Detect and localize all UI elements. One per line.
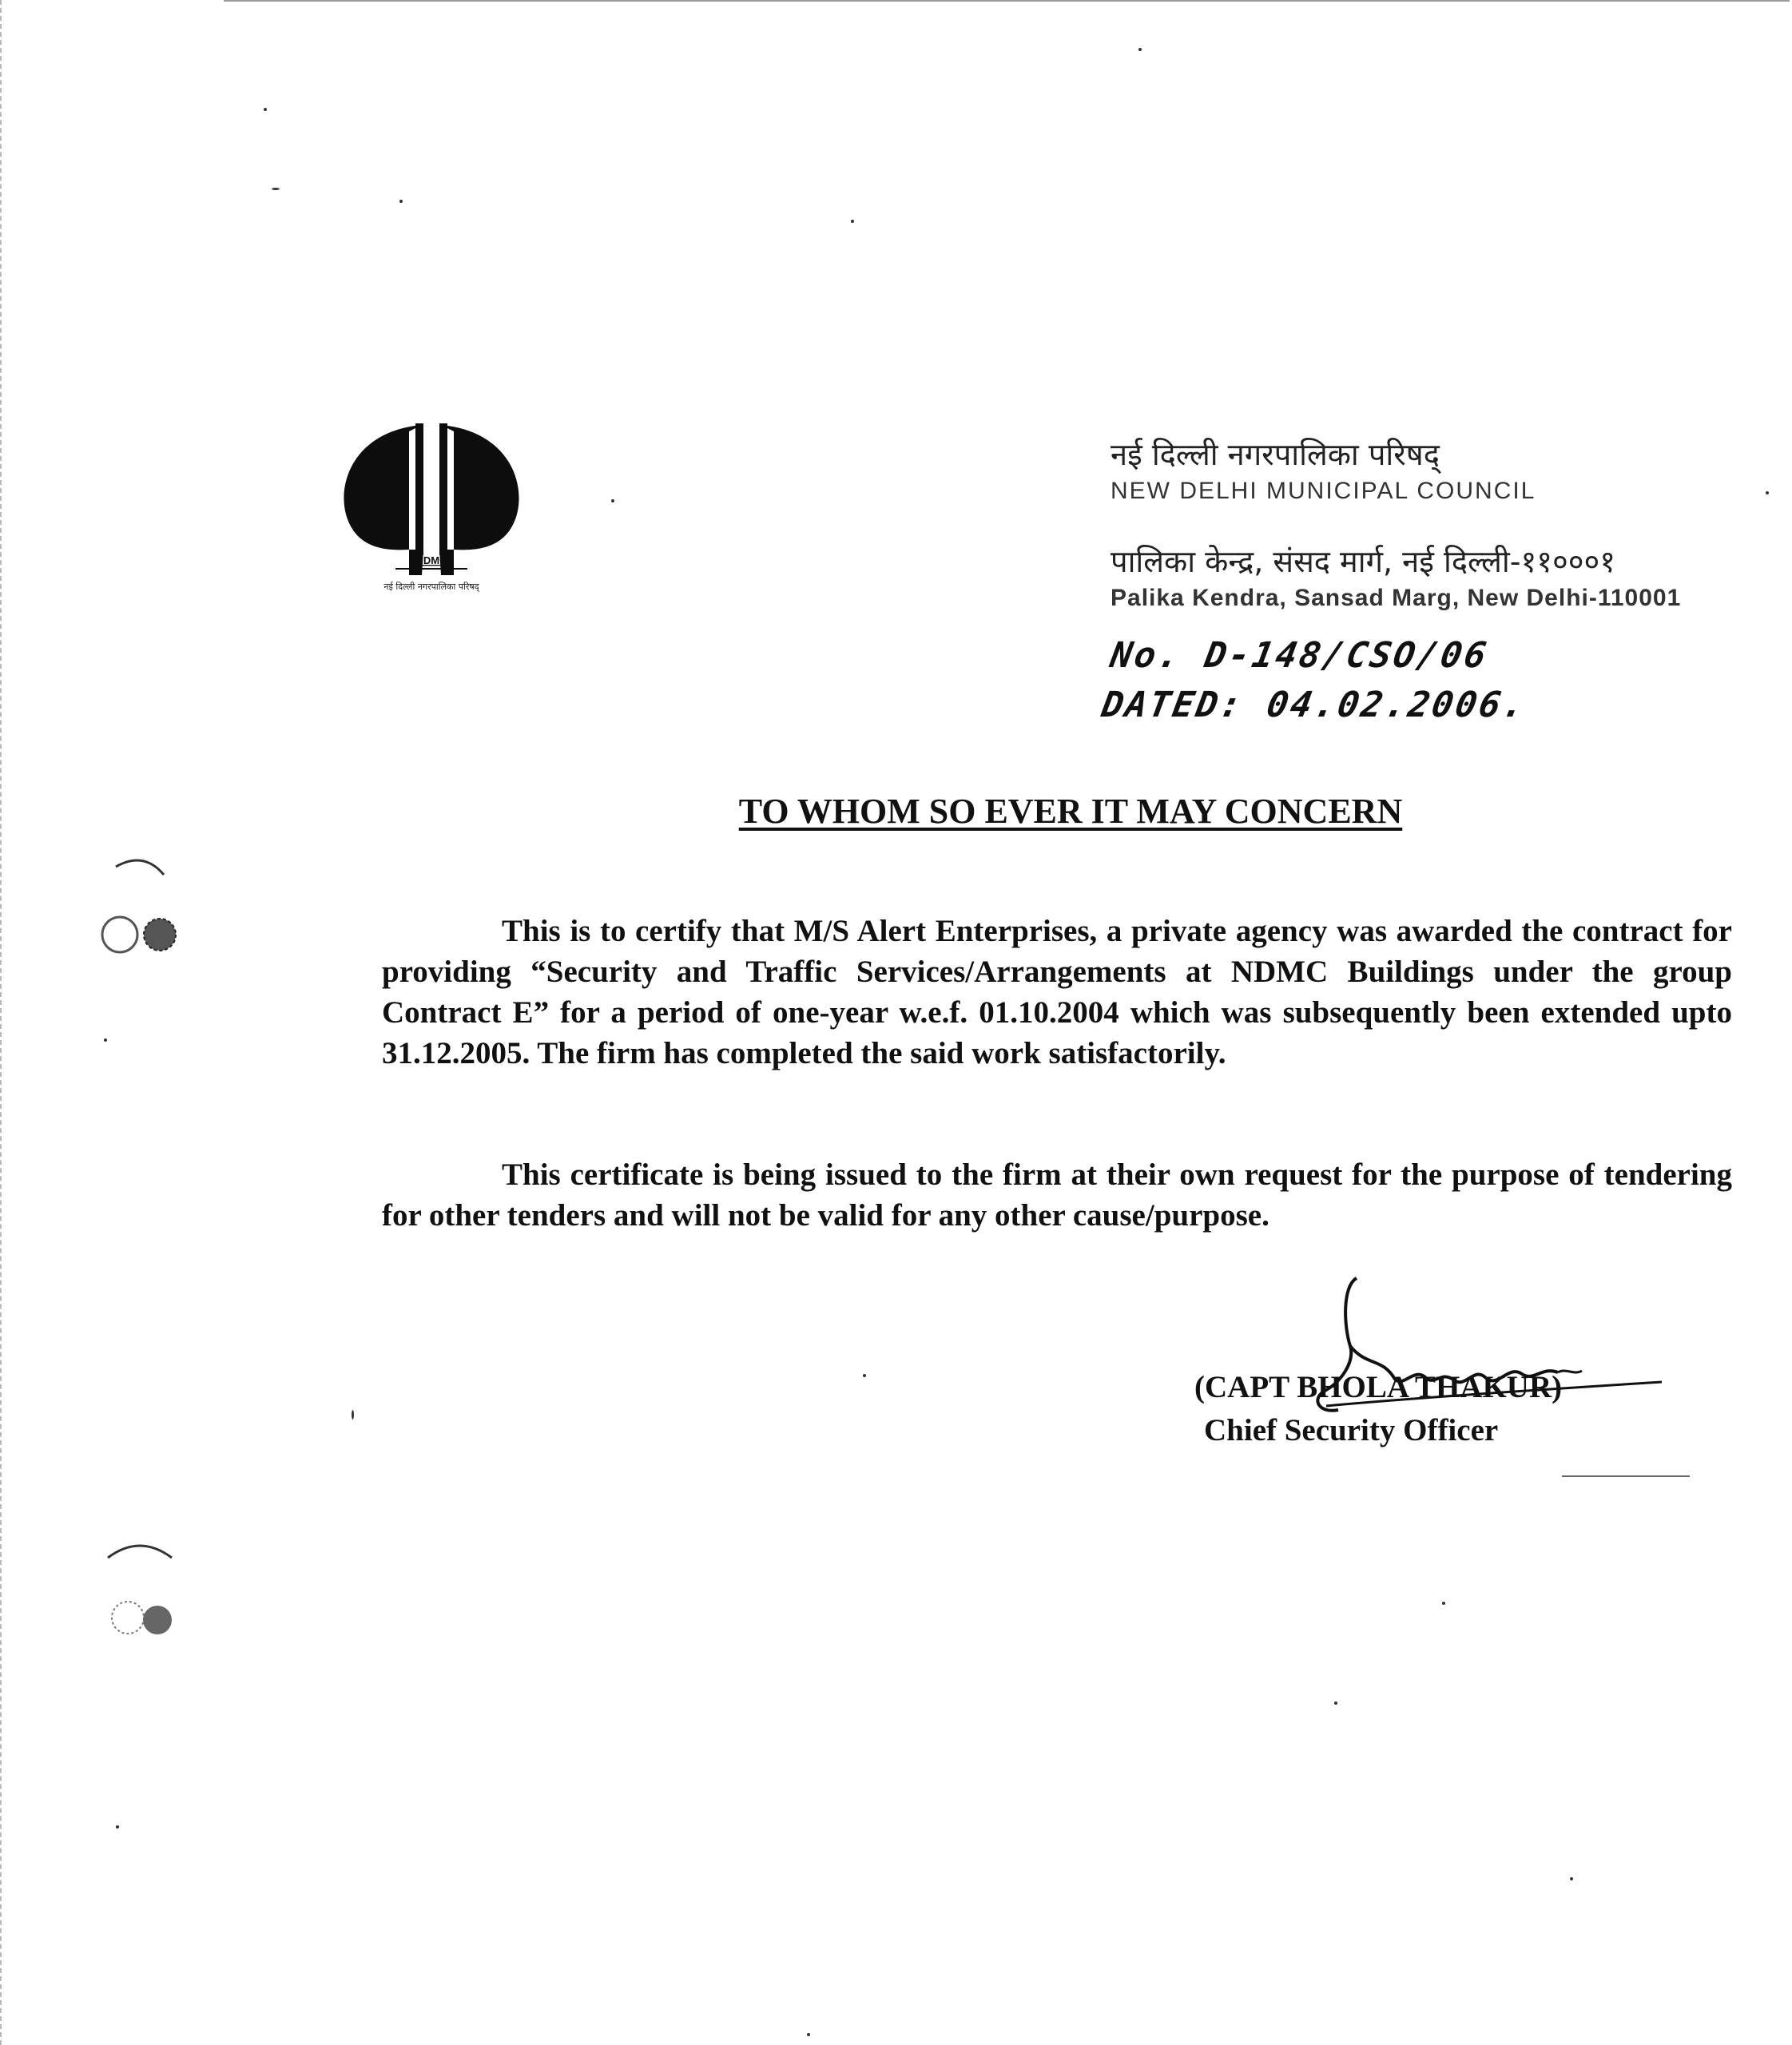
scan-speck	[611, 499, 614, 502]
council-name-english: NEW DELHI MUNICIPAL COUNCIL	[1111, 478, 1536, 504]
signatory-designation: Chief Security Officer	[1204, 1413, 1499, 1447]
ndmc-logo	[320, 415, 543, 599]
letterhead	[1111, 435, 1766, 616]
scan-speck	[1570, 1877, 1573, 1880]
scan-speck	[352, 1410, 354, 1420]
signatory-name: (CAPT BHOLA THAKUR)	[1194, 1370, 1563, 1404]
logo-abbreviation: NDMC	[415, 554, 447, 566]
scan-speck	[1766, 491, 1769, 494]
reference-number: No. D-148/CSO/06	[1107, 635, 1492, 676]
certificate-heading: TO WHOM SO EVER IT MAY CONCERN	[738, 792, 1403, 831]
council-name-hindi: नई दिल्ली नगरपालिका परिषद्	[1111, 437, 1440, 472]
address-hindi: पालिका केन्द्र, संसद मार्ग, नई दिल्ली-११०००१	[1111, 544, 1616, 579]
punch-hole-mark	[84, 1534, 204, 1638]
scan-speck	[399, 200, 403, 203]
punch-hole-mark	[84, 851, 204, 955]
scan-speck	[851, 220, 854, 223]
address-english: Palika Kendra, Sansad Marg, New Delhi-110001	[1111, 585, 1682, 611]
scan-speck	[272, 188, 280, 190]
scan-speck	[807, 2033, 810, 2036]
scan-speck	[116, 1825, 119, 1829]
scan-speck	[1138, 48, 1142, 51]
signature-rule	[1562, 1475, 1690, 1477]
signatory-block	[1194, 1366, 1562, 1452]
certificate-paragraph-1: This is to certify that M/S Alert Enterprises, a private agency was awarded the contract for providing “Security and Traffic Services/Arrangements at NDMC Buildings under the group Contract E” for a period of one-year w.e.f. 01.10.2004 which was subsequently been extended upto 31.12.2005. The firm has completed the said work satisfactorily.	[382, 914, 1732, 1070]
handwritten-reference	[1098, 631, 1540, 730]
scan-speck	[863, 1374, 866, 1377]
scan-speck	[1334, 1702, 1337, 1705]
reference-date: DATED: 04.02.2006.	[1099, 685, 1530, 725]
certificate-paragraph-2: This certificate is being issued to the firm at their own request for the purpose of tendering for other tenders and will not be valid for any other cause/purpose.	[382, 1158, 1732, 1233]
scan-speck	[1442, 1602, 1445, 1605]
scan-edge-left	[0, 0, 5, 2045]
scan-edge-top	[224, 0, 1790, 2]
scan-speck	[104, 1038, 107, 1042]
logo-caption: नई दिल्ली नगरपालिका परिषद्	[383, 582, 479, 592]
scan-speck	[264, 108, 267, 111]
